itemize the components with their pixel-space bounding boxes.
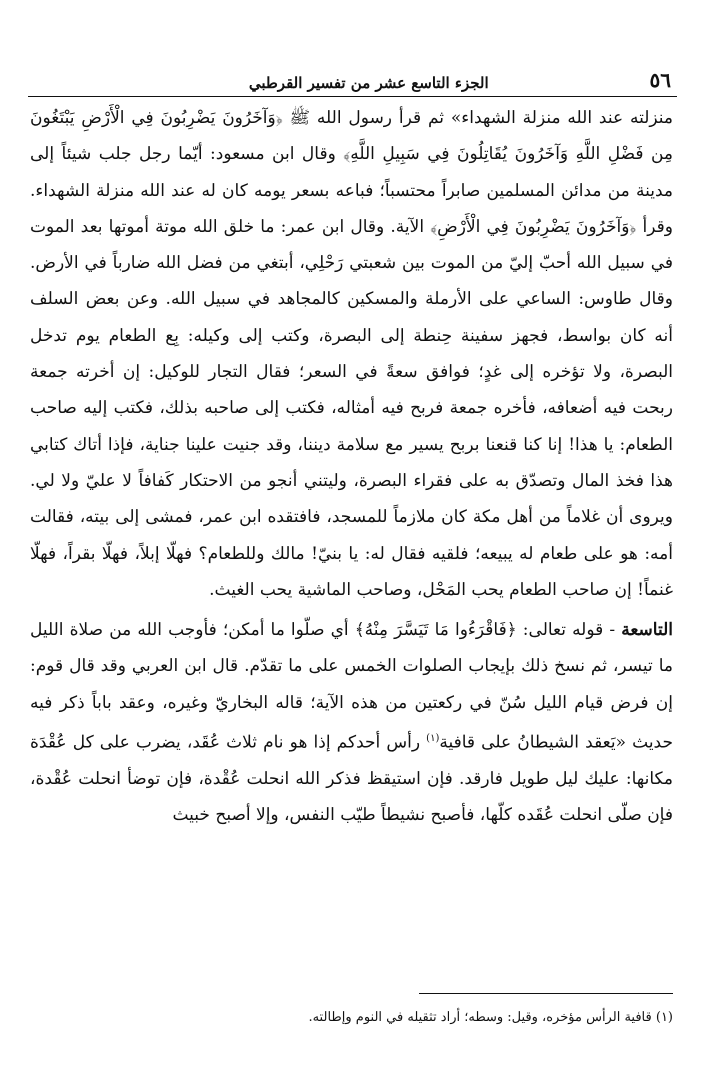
paragraph: منزلته عند الله منزلة الشهداء» ثم قرأ رسول الله ﷺ ﴿وَآخَرُونَ يَضْرِبُونَ فِي الْأَرْضِ يَبْتَغُونَ مِن فَضْلِ اللَّهِ وَآخَرُونَ يُقَاتِلُونَ فِي سَبِيلِ اللَّهِ﴾ وقال ابن مسعود: أيّما رجل جلب شيئاً إلى مدينة من مدائن المسلمين صابراً محتسباً؛ فباعه بسعر يومه كان له عند الله منزلة الشهداء. وقرأ ﴿وَآخَرُونَ يَضْرِبُونَ فِي الْأَرْضِ﴾ الآية. وقال ابن عمر: ما خلق الله موتة أموتها بعد الموت في سبيل الله أحبّ إليّ من الموت بين شعبتي رَحْلِي، أبتغي من فضل الله ضارباً في الأرض. وقال طاوس: الساعي على الأرملة والمسكين كالمجاهد في سبيل الله. وعن بعض السلف أنه كان بواسط، فجهز سفينة حِنطة إلى البصرة، وكتب إلى وكيله: بِع الطعام يوم تدخل البصرة، ولا تؤخره إلى غدٍ؛ فوافق سعةً في السعر؛ فقال التجار للوكيل: إن أخرته جمعة ربحت فيه أضعافه، فأخره جمعة فربح فيه أمثاله، فكتب إلى صاحبه بذلك، فكتب إليه صاحب الطعام: يا هذا! إنا كنا قنعنا بربح يسير مع سلامة ديننا، وقد جنيت علينا جناية، فإذا أتاك كتابي هذا فخذ المال وتصدّق به على فقراء البصرة، وليتني أنجو من الاحتكار كَفافاً لا عليّ ولا لي. ويروى أن غلاماً من أهل مكة كان ملازماً للمسجد، فافتقده ابن عمر، فمشى إلى بيته، فقالت أمه: هو على طعام له يبيعه؛ فلقيه فقال له: يا بنيّ! مالك وللطعام؟ فهلّا إبلاً، فهلّا بقراً، فهلّا غنماً! إن صاحب الطعام يحب المَحْل، وصاحب الماشية يحب الغيث. [30,108,673,600]
footnote: (١) قافية الرأس مؤخره، وقيل: وسطه؛ أراد تثقيله في النوم وإطالته. [308,1010,673,1025]
main-text [30,100,673,834]
running-title: الجزء التاسع عشر من تفسير القرطبي [248,74,489,92]
page-header [28,58,677,97]
footnote-divider [419,993,673,994]
paragraph-text-continued: رأس أحدكم إذا هو نام ثلاث عُقَد، يضرب على كل عُقْدَة مكانها: عليك ليل طويل فارقد. فإن استيقظ فذكر الله انحلت عُقْدة، فإن توضأ انحلت عُقْدة، فإن صلّى انحلت عُقَده كلّها، فأصبح نشيطاً طيّب النفس، وإلا أصبح خبيث [30,732,673,826]
paragraph-text: - قوله تعالى: ﴿فَاقْرَءُوا مَا تَيَسَّرَ مِنْهُ﴾ أي صلّوا ما أمكن؛ فأوجب الله من صلاة الليل ما تيسر، ثم نسخ ذلك بإيجاب الصلوات الخمس على ما تقدّم. قال ابن العربي وقد قال قوم: إن فرض قيام الليل سُنّ في ركعتين من هذه الآية؛ قاله البخاريّ وغيره، وعقد باباً ذكر فيه حديث «يَعقد الشيطانُ على قافية [30,620,673,753]
page-number: ٥٦ [649,68,671,92]
topic-label: التاسعة [621,620,673,641]
paragraph [30,612,673,833]
footnote-marker: (١) [426,733,440,745]
